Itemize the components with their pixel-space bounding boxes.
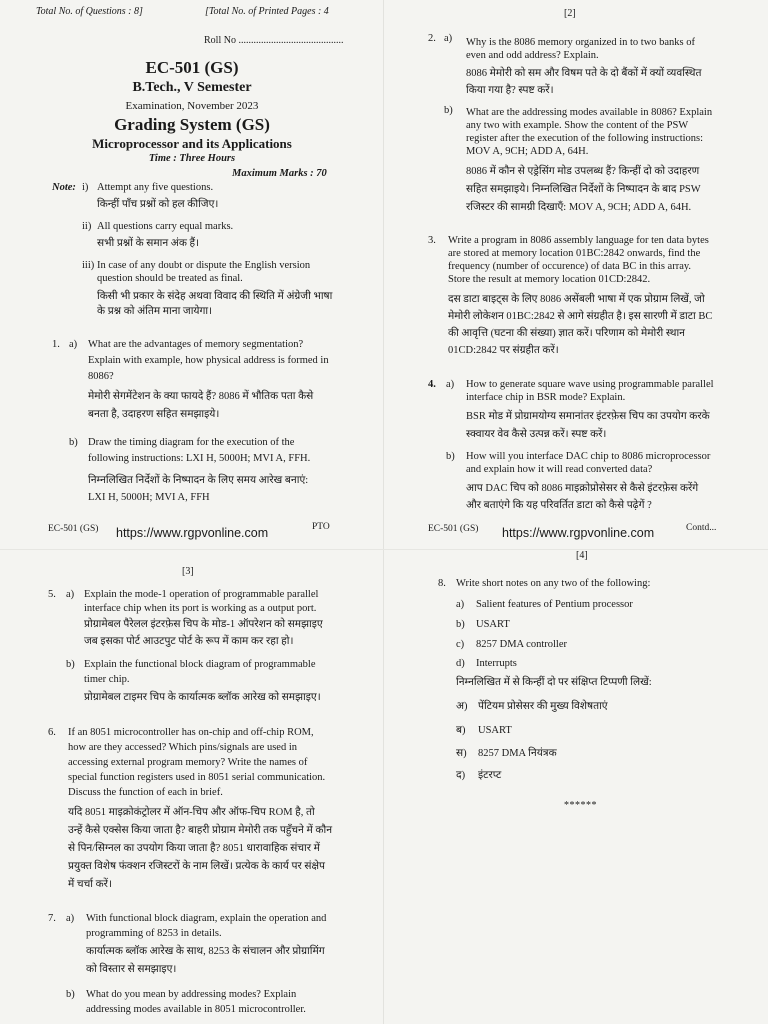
q7b-label: b) (66, 989, 75, 1000)
footer-url[interactable]: https://www.rgpvonline.com (116, 526, 269, 540)
q6-hi-2: उन्हें कैसे एक्सेस किया जाता है? बाहरी प्रोग्राम मेमोरी तक पहुँचने में कौन (68, 825, 333, 836)
end-stars: ****** (564, 800, 597, 811)
q5b-label: b) (66, 659, 75, 670)
q6-number: 6. (48, 727, 56, 738)
q3-number: 3. (428, 235, 436, 246)
page-4 (384, 550, 768, 1024)
q1a-hi-1: मेमोरी सेगमेंटेशन के क्या फायदे हैं? 8086 में भौतिक पता कैसे (88, 391, 314, 402)
q6-hi-5: में चर्चा करें। (68, 879, 112, 890)
total-pages: [Total No. of Printed Pages : 4 (205, 6, 329, 17)
q5-number: 5. (48, 589, 56, 600)
q8-hi-item-b: USART (478, 725, 512, 736)
course-title: B.Tech., V Semester (132, 80, 252, 95)
q3-en-2: are stored at memory location 01BC:2842 onwards, find the (448, 248, 701, 259)
q8-hi: निम्नलिखित में से किन्हीं दो पर संक्षिप्त टिप्पणी लिखें: (456, 677, 652, 688)
q1b-hi-1: निम्नलिखित निर्देशों के निष्पादन के लिए समय आरेख बनाएं: (88, 475, 309, 486)
q1a-en-3: 8086? (88, 371, 114, 382)
q7b-en-2: addressing modes available in 8051 microcontroller. (86, 1004, 306, 1015)
q1a-label: a) (69, 339, 78, 350)
q8-hi-item-a-label: अ) (456, 701, 468, 712)
q4b-en-2: and explain how it will read converted data? (466, 464, 653, 475)
q6-hi-4: प्रयुक्त विशेष फंक्शन रजिस्टरों के नाम लिखें। प्रत्येक के कार्य पर संक्षेप (68, 861, 325, 872)
q1-number: 1. (52, 339, 60, 350)
q6-hi-1: यदि 8051 माइक्रोकंट्रोलर में ऑन-चिप और ऑफ-चिप ROM है, तो (68, 807, 315, 818)
q8-en: Write short notes on any two of the following: (456, 578, 651, 589)
q8-item-b: USART (476, 619, 510, 630)
q7a-en-1: With functional block diagram, explain the operation and (86, 913, 327, 924)
q3-hi-4: 01CD:2842 पर संग्रहीत करें। (448, 345, 559, 356)
q5b-en-2: timer chip. (84, 674, 130, 685)
exam-session: Examination, November 2023 (125, 100, 259, 112)
note-label: Note: (52, 182, 76, 193)
subject-title: Microprocessor and its Applications (92, 136, 292, 151)
q8-hi-item-d-label: द) (456, 770, 466, 781)
q4a-en-2: interface chip in BSR mode? Explain. (466, 392, 626, 403)
q3-hi-3: की आवृत्ति (घटना की संख्या) ज्ञात करें। परिणाम को मेमोरी स्थान (448, 328, 685, 339)
page-number: [2] (564, 8, 576, 19)
q5a-en-1: Explain the mode-1 operation of programmable parallel (84, 589, 319, 600)
grading-system: Grading System (GS) (114, 115, 270, 134)
q1a-hi-2: बनता है, उदाहरण सहित समझाइये। (88, 409, 220, 420)
q1a-en-2: Explain with example, how physical address is formed in (88, 355, 329, 366)
q2a-hi-2: किया गया है? स्पष्ट करें। (466, 85, 554, 96)
q8-item-b-label: b) (456, 619, 465, 630)
roll-no: Roll No .......................................... (204, 35, 344, 46)
q7-number: 7. (48, 913, 56, 924)
footer-code: EC-501 (GS) (428, 524, 479, 534)
q8-hi-item-a: पेंटियम प्रोसेसर की मुख्य विशेषताएं (478, 701, 608, 712)
q4b-label: b) (446, 451, 455, 462)
q3-hi-1: दस डाटा बाइट्स के लिए 8086 असेंबली भाषा में एक प्रोग्राम लिखें, जो (448, 294, 705, 305)
footer-url[interactable]: https://www.rgpvonline.com (502, 526, 655, 540)
q5a-hi-2: जब इसका पोर्ट आउटपुट पोर्ट के रूप में काम कर रहा हो। (84, 636, 294, 647)
q1b-en-1: Draw the timing diagram for the execution of the (88, 437, 295, 448)
page-3 (0, 550, 384, 1024)
q8-item-c: 8257 DMA controller (476, 639, 567, 650)
q3-hi-2: मेमोरी लोकेशन 01BC:2842 से आगे संग्रहीत है। इस सारणी में डाटा BC (448, 311, 713, 322)
q8-hi-item-c: 8257 DMA नियंत्रक (478, 748, 557, 759)
note-3-num: iii) (82, 260, 95, 271)
q7b-en-1: What do you mean by addressing modes? Explain (86, 989, 297, 1000)
exam-code: EC-501 (GS) (145, 58, 239, 77)
note-3-en-line2: question should be treated as final. (97, 273, 243, 284)
q5b-hi-1: प्रोग्रामेबल टाइमर चिप के कार्यात्मक ब्लॉक आरेख को समझाइए। (84, 692, 321, 703)
q1b-hi-2: LXI H, 5000H; MVI A, FFH (88, 492, 210, 503)
q2-number: 2. (428, 33, 436, 44)
q2b-hi-2: सहित समझाइये। निम्नलिखित निर्देशों के निष्पादन के बाद PSW (466, 184, 701, 195)
q5a-hi-1: प्रोग्रामेबल पैरेलल इंटरफ़ेस चिप के मोड-1 ऑपरेशन को समझाइए (84, 619, 323, 630)
q2b-en-4: MOV A, 9CH; ADD A, 64H. (466, 146, 589, 157)
q8-number: 8. (438, 578, 446, 589)
q4-number: 4. (428, 379, 436, 390)
max-marks: Maximum Marks : 70 (232, 168, 327, 179)
q5a-label: a) (66, 589, 75, 600)
q2a-en-1: Why is the 8086 memory organized in to two banks of (466, 37, 696, 48)
note-3-hi-line2: के प्रश्न को अंतिम माना जायेगा। (97, 306, 213, 317)
q4b-hi-2: और बताएंगे कि यह परिवर्तित डाटा को कैसे पढ़ेगें ? (466, 500, 652, 511)
q6-en-2: how are they accessed? Which pins/signals are used in (68, 742, 297, 753)
q6-hi-3: से पिन/सिग्नल का उपयोग किया जाता है? 8051 धारावाहिक संचार में (68, 843, 320, 854)
footer-code: EC-501 (GS) (48, 524, 99, 534)
note-1-hi: किन्हीं पाँच प्रश्नों को हल कीजिए। (97, 199, 219, 210)
q4a-hi-1: BSR मोड में प्रोग्रामयोग्य समानांतर इंटरफ़ेस चिप का उपयोग करके (466, 411, 710, 422)
q2b-en-3: register after the execution of the following instructions: (466, 133, 704, 144)
note-3-en-line1: In case of any doubt or dispute the English version (97, 260, 311, 271)
note-3-hi-line1: किसी भी प्रकार के संदेह अथवा विवाद की स्थिति में अंग्रेजी भाषा (97, 291, 333, 302)
q7a-hi-2: को विस्तार से समझाइए। (86, 964, 177, 975)
q8-hi-item-b-label: ब) (456, 725, 466, 736)
q4a-hi-2: स्क्वायर वेव कैसे उत्पन्न करें। स्पष्ट करें। (466, 429, 607, 440)
q2a-hi-1: 8086 मेमोरी को सम और विषम पते के दो बैंकों में क्यों व्यवस्थित (466, 68, 702, 79)
q3-en-3: frequency (number of occurence) of data BC in this array. (448, 261, 692, 272)
q6-en-5: Discuss the function of each in brief. (68, 787, 223, 798)
note-1-en: Attempt any five questions. (97, 182, 214, 193)
q8-hi-item-c-label: स) (456, 748, 467, 759)
page-1 (0, 0, 384, 550)
q2b-en-2: any two with example. Show the content of the PSW (466, 120, 689, 131)
q8-hi-item-d: इंटरप्ट (478, 770, 502, 781)
note-2-en: All questions carry equal marks. (97, 221, 234, 232)
q7a-label: a) (66, 913, 75, 924)
q4a-label: a) (446, 379, 455, 390)
page-number: [4] (576, 550, 588, 561)
q2b-hi-3: रजिस्टर की सामग्री दिखाएँ: MOV A, 9CH; ADD A, 64H. (466, 202, 692, 213)
q2a-label: a) (444, 33, 453, 44)
q8-item-a: Salient features of Pentium processor (476, 599, 633, 610)
q2a-en-2: even and odd address? Explain. (466, 50, 599, 61)
q2b-label: b) (444, 105, 453, 116)
q6-en-4: special function registers used in 8051 serial communication. (68, 772, 326, 783)
page-number: [3] (182, 566, 194, 577)
q3-en-1: Write a program in 8086 assembly language for ten data bytes (448, 235, 709, 246)
footer-contd: Contd... (686, 523, 717, 533)
note-2-hi: सभी प्रश्नों के समान अंक हैं। (97, 238, 200, 249)
page-2 (384, 0, 768, 550)
q5a-en-2: interface chip when its port is working as a output port. (84, 603, 317, 614)
q1a-en-1: What are the advantages of memory segmentation? (88, 339, 304, 350)
total-questions: Total No. of Questions : 8] (36, 6, 143, 17)
q6-en-3: accessing external program memory? Write the names of (68, 757, 308, 768)
exam-time: Time : Three Hours (148, 153, 236, 164)
q7a-hi-1: कार्यात्मक ब्लॉक आरेख के साथ, 8253 के संचालन और प्रोग्रामिंग (86, 946, 325, 957)
q8-item-a-label: a) (456, 599, 465, 610)
q1b-en-2: following instructions: LXI H, 5000H; MVI A, FFH. (88, 453, 311, 464)
q5b-en-1: Explain the functional block diagram of programmable (84, 659, 316, 670)
note-2-num: ii) (82, 221, 92, 232)
note-1-num: i) (82, 182, 89, 193)
q6-en-1: If an 8051 microcontroller has on-chip and off-chip ROM, (68, 727, 314, 738)
q4b-en-1: How will you interface DAC chip to 8086 microprocessor (466, 451, 711, 462)
q8-item-c-label: c) (456, 639, 465, 650)
q8-item-d: Interrupts (476, 658, 517, 669)
q3-en-4: Store the result at memory location 01CD:2842. (448, 274, 651, 285)
q1b-label: b) (69, 437, 78, 448)
q2b-en-1: What are the addressing modes available in 8086? Explain (466, 107, 713, 118)
q4b-hi-1: आप DAC चिप को 8086 माइक्रोप्रोसेसर से कैसे इंटरफ़ेस करेंगे (466, 483, 699, 494)
q7a-en-2: programming of 8253 in details. (86, 928, 222, 939)
q2b-hi-1: 8086 में कौन से एड्रेसिंग मोड उपलब्ध हैं? किन्हीं दो को उदाहरण (466, 166, 700, 177)
q8-item-d-label: d) (456, 658, 465, 669)
footer-pto: PTO (312, 522, 330, 532)
q4a-en-1: How to generate square wave using programmable parallel (466, 379, 714, 390)
